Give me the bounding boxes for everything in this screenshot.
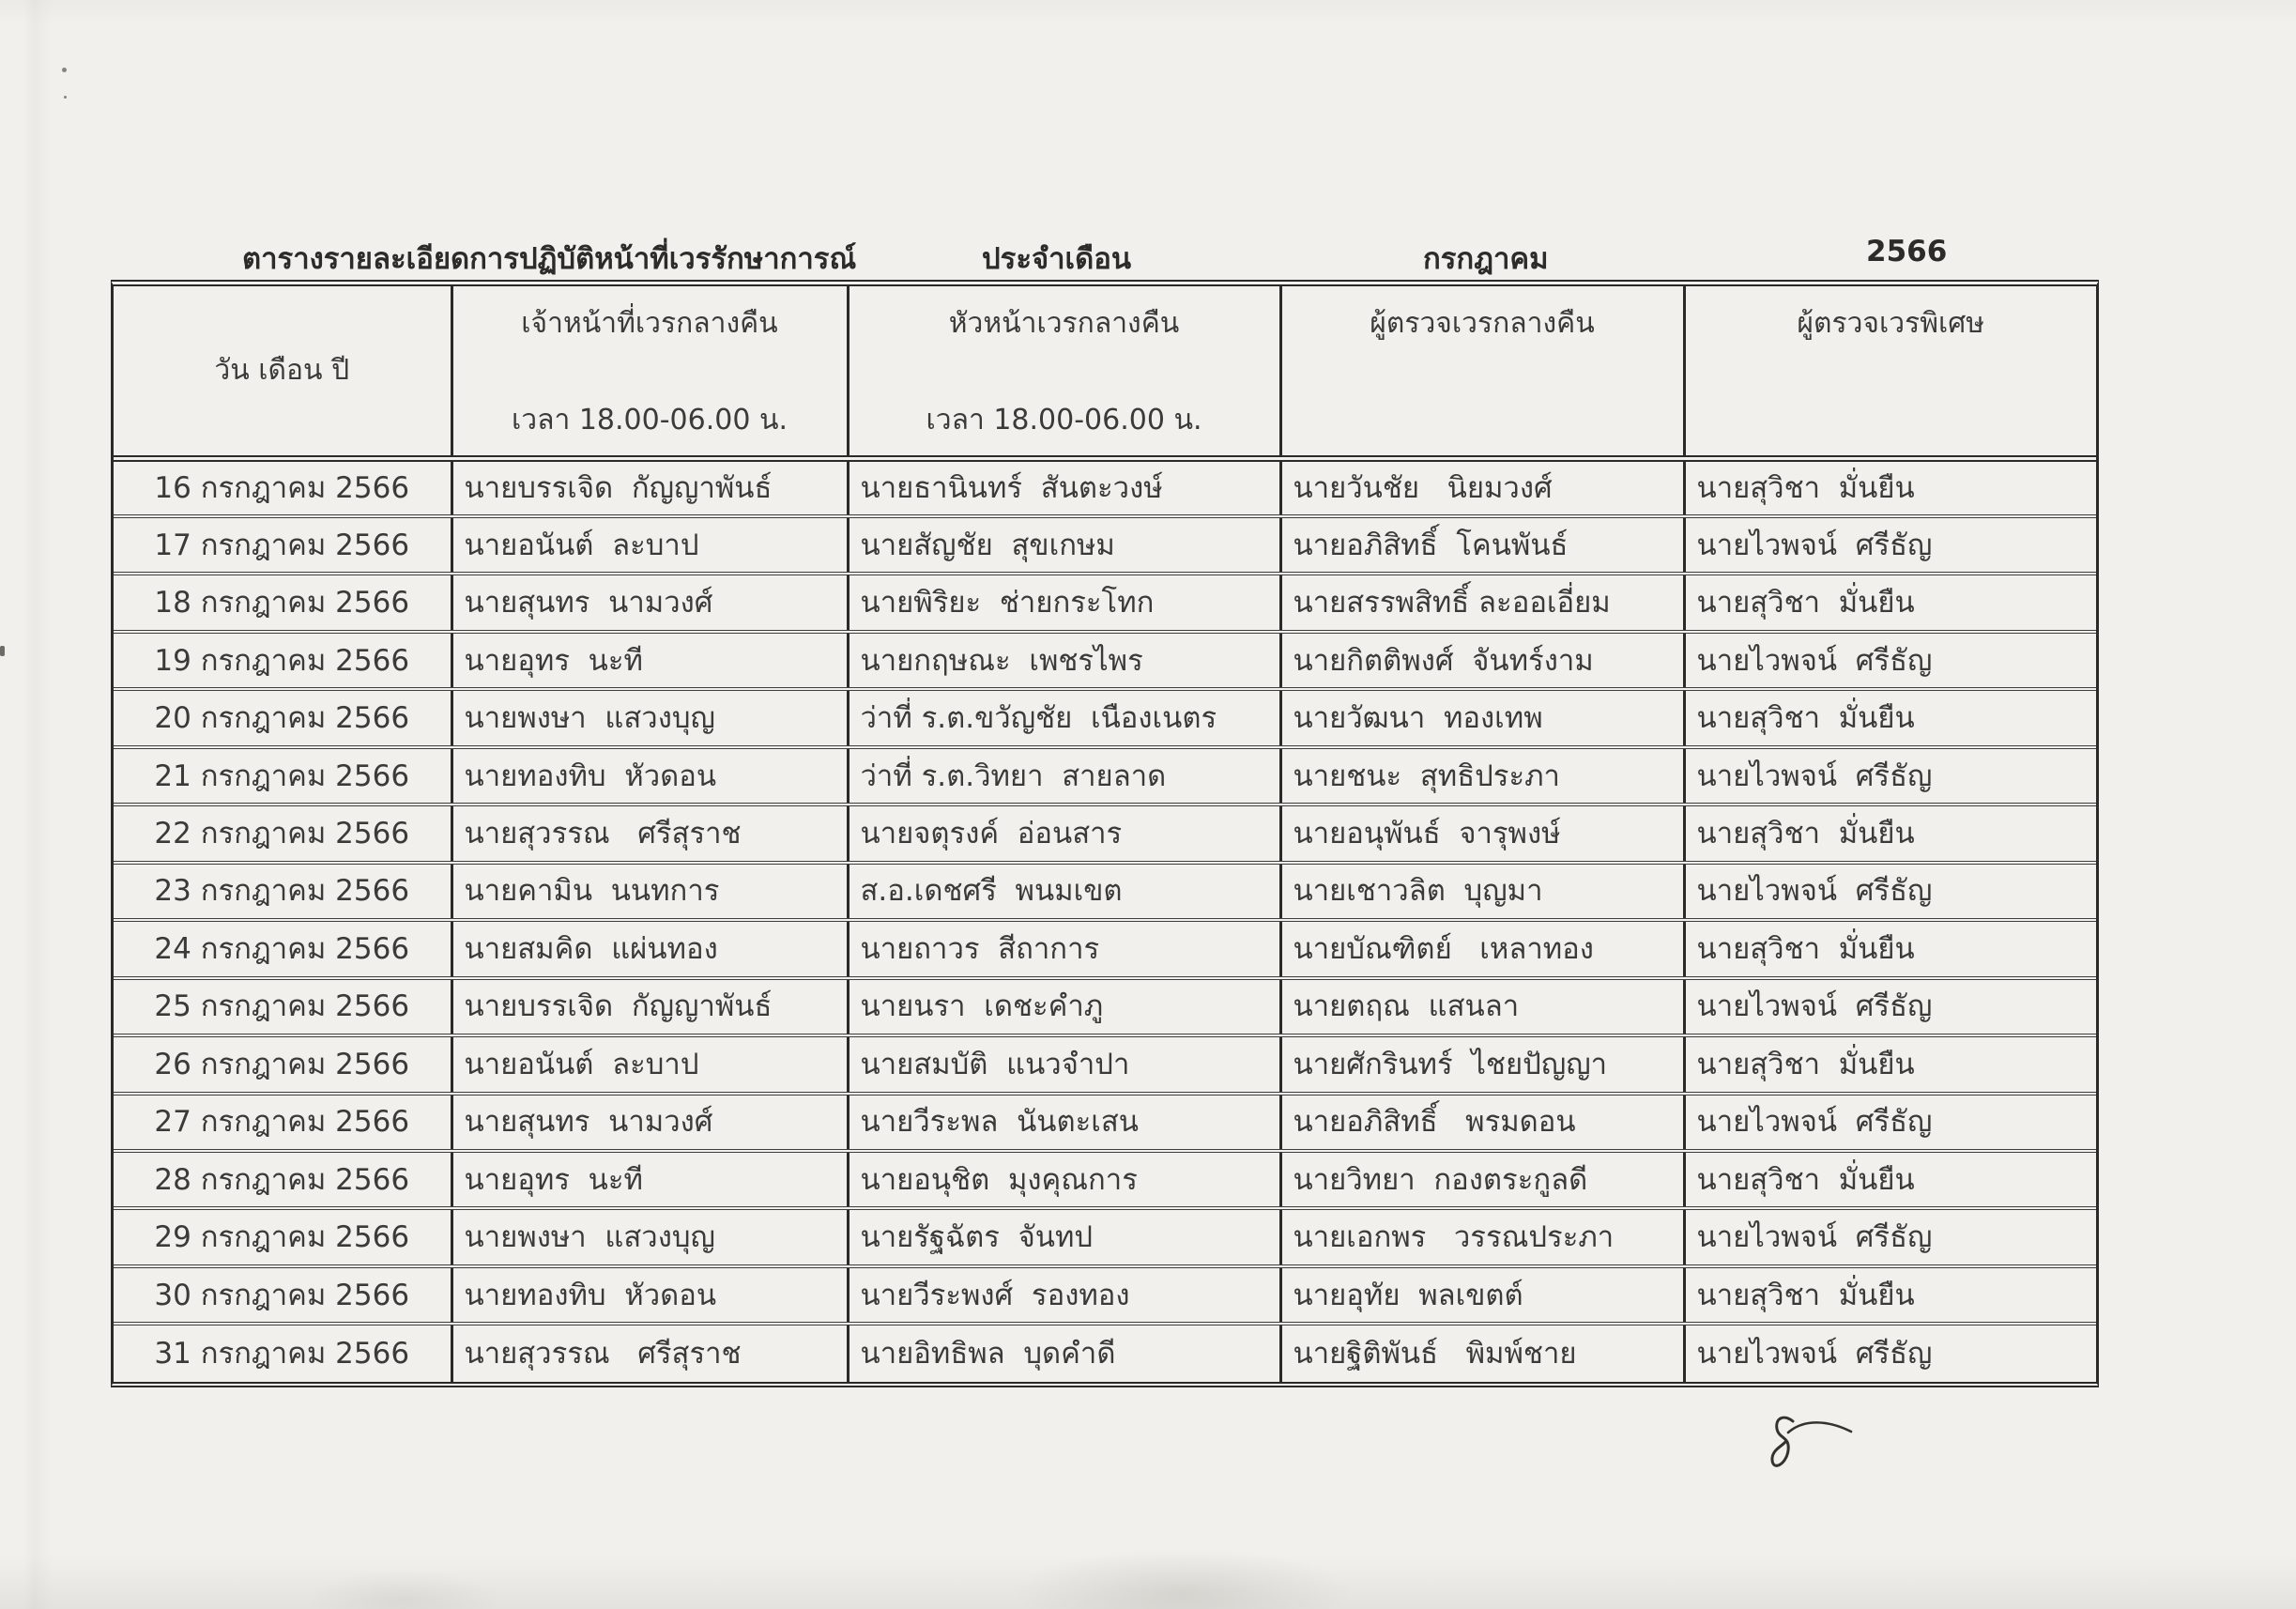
table-row: [114, 1324, 2096, 1382]
night-officer-cell: นายอนันต์ ละบาป: [452, 1035, 848, 1093]
signature-mark: [1761, 1410, 1859, 1491]
special-inspector-cell: นายสุวิชา มั่นยืน: [1684, 1151, 2096, 1208]
special-inspector-cell: นายสุวิชา มั่นยืน: [1684, 1035, 2096, 1093]
scan-speck: [62, 68, 67, 72]
date-cell: 25 กรกฎาคม 2566: [114, 978, 452, 1035]
night-head-cell: ว่าที่ ร.ต.วิทยา สายลาด: [848, 747, 1280, 804]
night-inspector-cell: นายศักรินทร์ ไชยปัญญา: [1280, 1035, 1684, 1093]
column-title: ผู้ตรวจเวรพิเศษ: [1797, 307, 1985, 340]
night-head-cell: ส.อ.เดชศรี พนมเขต: [848, 863, 1280, 920]
special-inspector-cell: นายไวพจน์ ศรีธัญ: [1684, 1208, 2096, 1265]
duty-roster-table: [111, 280, 2099, 1387]
date-cell: 23 กรกฎาคม 2566: [114, 863, 452, 920]
scan-speck: [0, 646, 5, 656]
table-row: [114, 920, 2096, 977]
night-officer-cell: นายสมคิด แผ่นทอง: [452, 920, 848, 977]
night-officer-cell: นายคามิน นนทการ: [452, 863, 848, 920]
night-officer-column-header: [452, 286, 848, 458]
date-cell: 20 กรกฎาคม 2566: [114, 689, 452, 746]
scan-speck: [64, 96, 67, 99]
table-row: [114, 863, 2096, 920]
night-officer-cell: นายอุทร นะที: [452, 1151, 848, 1208]
table-row: [114, 747, 2096, 804]
special-inspector-cell: นายไวพจน์ ศรีธัญ: [1684, 978, 2096, 1035]
night-head-cell: นายสมบัติ แนวจำปา: [848, 1035, 1280, 1093]
special-inspector-cell: นายสุวิชา มั่นยืน: [1684, 804, 2096, 862]
date-cell: 27 กรกฎาคม 2566: [114, 1094, 452, 1151]
night-head-cell: นายจตุรงค์ อ่อนสาร: [848, 804, 1280, 862]
special-inspector-cell: นายไวพจน์ ศรีธัญ: [1684, 863, 2096, 920]
table-row: [114, 1094, 2096, 1151]
night-inspector-cell: นายสรรพสิทธิ์ ละออเอี่ยม: [1280, 574, 1684, 631]
month-value: กรกฎาคม: [1423, 242, 1549, 276]
column-time: เวลา 18.00-06.00 น.: [926, 403, 1202, 437]
night-officer-cell: นายสุนทร นามวงศ์: [452, 574, 848, 631]
night-head-cell: นายวีระพล นันตะเสน: [848, 1094, 1280, 1151]
table-row: [114, 978, 2096, 1035]
night-inspector-cell: นายวันชัย นิยมวงศ์: [1280, 458, 1684, 516]
night-head-cell: นายวีระพงศ์ รองทอง: [848, 1266, 1280, 1324]
date-cell: 28 กรกฎาคม 2566: [114, 1151, 452, 1208]
night-inspector-cell: นายอนุพันธ์ จารุพงษ์: [1280, 804, 1684, 862]
date-cell: 16 กรกฎาคม 2566: [114, 458, 452, 516]
special-inspector-cell: นายไวพจน์ ศรีธัญ: [1684, 747, 2096, 804]
special-inspector-cell: นายสุวิชา มั่นยืน: [1684, 574, 2096, 631]
date-cell: 19 กรกฎาคม 2566: [114, 632, 452, 689]
night-inspector-column-header: [1280, 286, 1684, 458]
column-title: เจ้าหน้าที่เวรกลางคืน: [521, 307, 778, 340]
header-row: [114, 286, 2096, 458]
table-row: [114, 516, 2096, 574]
year-value: 2566: [1866, 235, 1948, 268]
date-cell: 29 กรกฎาคม 2566: [114, 1208, 452, 1265]
night-officer-cell: นายบรรเจิด กัญญาพันธ์: [452, 978, 848, 1035]
special-inspector-cell: นายไวพจน์ ศรีธัญ: [1684, 1094, 2096, 1151]
date-cell: 22 กรกฎาคม 2566: [114, 804, 452, 862]
night-inspector-cell: นายกิตติพงศ์ จันทร์งาม: [1280, 632, 1684, 689]
night-head-cell: นายพิริยะ ช่ายกระโทก: [848, 574, 1280, 631]
night-officer-cell: นายสุนทร นามวงศ์: [452, 1094, 848, 1151]
night-head-column-header: [848, 286, 1280, 458]
night-inspector-cell: นายอุทัย พลเขตต์: [1280, 1266, 1684, 1324]
night-head-cell: นายอนุชิต มุงคุณการ: [848, 1151, 1280, 1208]
special-inspector-cell: นายไวพจน์ ศรีธัญ: [1684, 516, 2096, 574]
night-inspector-cell: นายเอกพร วรรณประภา: [1280, 1208, 1684, 1265]
date-cell: 17 กรกฎาคม 2566: [114, 516, 452, 574]
date-column-header: วัน เดือน ปี: [114, 286, 452, 458]
night-officer-cell: นายพงษา แสวงบุญ: [452, 689, 848, 746]
special-inspector-cell: นายสุวิชา มั่นยืน: [1684, 689, 2096, 746]
night-officer-cell: นายสุวรรณ ศรีสุราช: [452, 1324, 848, 1382]
table-row: [114, 1208, 2096, 1265]
night-head-cell: นายธานินทร์ สันตะวงษ์: [848, 458, 1280, 516]
night-officer-cell: นายทองทิบ หัวดอน: [452, 747, 848, 804]
date-cell: 31 กรกฎาคม 2566: [114, 1324, 452, 1382]
night-inspector-cell: นายฐิติพันธ์ พิมพ์ชาย: [1280, 1324, 1684, 1382]
night-inspector-cell: นายวิทยา กองตระกูลดี: [1280, 1151, 1684, 1208]
date-cell: 21 กรกฎาคม 2566: [114, 747, 452, 804]
table-row: [114, 458, 2096, 516]
night-inspector-cell: นายชนะ สุทธิประภา: [1280, 747, 1684, 804]
night-head-cell: นายนรา เดชะคำภู: [848, 978, 1280, 1035]
document-title: ตารางรายละเอียดการปฏิบัติหน้าที่เวรรักษาการณ์: [242, 242, 857, 276]
table-row: [114, 689, 2096, 746]
table-row: [114, 804, 2096, 862]
table-row: [114, 1151, 2096, 1208]
table-row: [114, 574, 2096, 631]
date-cell: 30 กรกฎาคม 2566: [114, 1266, 452, 1324]
night-head-cell: นายอิทธิพล บุดคำดี: [848, 1324, 1280, 1382]
special-inspector-column-header: [1684, 286, 2096, 458]
night-inspector-cell: นายบัณฑิตย์ เหลาทอง: [1280, 920, 1684, 977]
night-head-cell: นายรัฐฉัตร จันทป: [848, 1208, 1280, 1265]
night-officer-cell: นายบรรเจิด กัญญาพันธ์: [452, 458, 848, 516]
table-row: [114, 1035, 2096, 1093]
night-officer-cell: นายสุวรรณ ศรีสุราช: [452, 804, 848, 862]
night-head-cell: ว่าที่ ร.ต.ขวัญชัย เนืองเนตร: [848, 689, 1280, 746]
special-inspector-cell: นายสุวิชา มั่นยืน: [1684, 1266, 2096, 1324]
table-row: [114, 632, 2096, 689]
night-officer-cell: นายอุทร นะที: [452, 632, 848, 689]
night-inspector-cell: นายเชาวลิต บุญมา: [1280, 863, 1684, 920]
night-head-cell: นายถาวร สีถาการ: [848, 920, 1280, 977]
column-title: หัวหน้าเวรกลางคืน: [948, 307, 1180, 340]
date-cell: 18 กรกฎาคม 2566: [114, 574, 452, 631]
night-head-cell: นายกฤษณะ เพชรไพร: [848, 632, 1280, 689]
table-row: [114, 1266, 2096, 1324]
night-inspector-cell: นายวัฒนา ทองเทพ: [1280, 689, 1684, 746]
night-officer-cell: นายทองทิบ หัวดอน: [452, 1266, 848, 1324]
special-inspector-cell: นายไวพจน์ ศรีธัญ: [1684, 1324, 2096, 1382]
date-cell: 24 กรกฎาคม 2566: [114, 920, 452, 977]
night-head-cell: นายสัญชัย สุขเกษม: [848, 516, 1280, 574]
roster-table: [114, 286, 2096, 1382]
special-inspector-cell: นายสุวิชา มั่นยืน: [1684, 458, 2096, 516]
column-title: ผู้ตรวจเวรกลางคืน: [1370, 307, 1595, 340]
month-label: ประจำเดือน: [982, 242, 1132, 276]
date-cell: 26 กรกฎาคม 2566: [114, 1035, 452, 1093]
night-inspector-cell: นายอภิสิทธิ์ พรมดอน: [1280, 1094, 1684, 1151]
column-time: เวลา 18.00-06.00 น.: [511, 403, 788, 437]
night-inspector-cell: นายอภิสิทธิ์ โคนพันธ์: [1280, 516, 1684, 574]
special-inspector-cell: นายสุวิชา มั่นยืน: [1684, 920, 2096, 977]
special-inspector-cell: นายไวพจน์ ศรีธัญ: [1684, 632, 2096, 689]
night-officer-cell: นายพงษา แสวงบุญ: [452, 1208, 848, 1265]
night-inspector-cell: นายตฤณ แสนลา: [1280, 978, 1684, 1035]
night-officer-cell: นายอนันต์ ละบาป: [452, 516, 848, 574]
